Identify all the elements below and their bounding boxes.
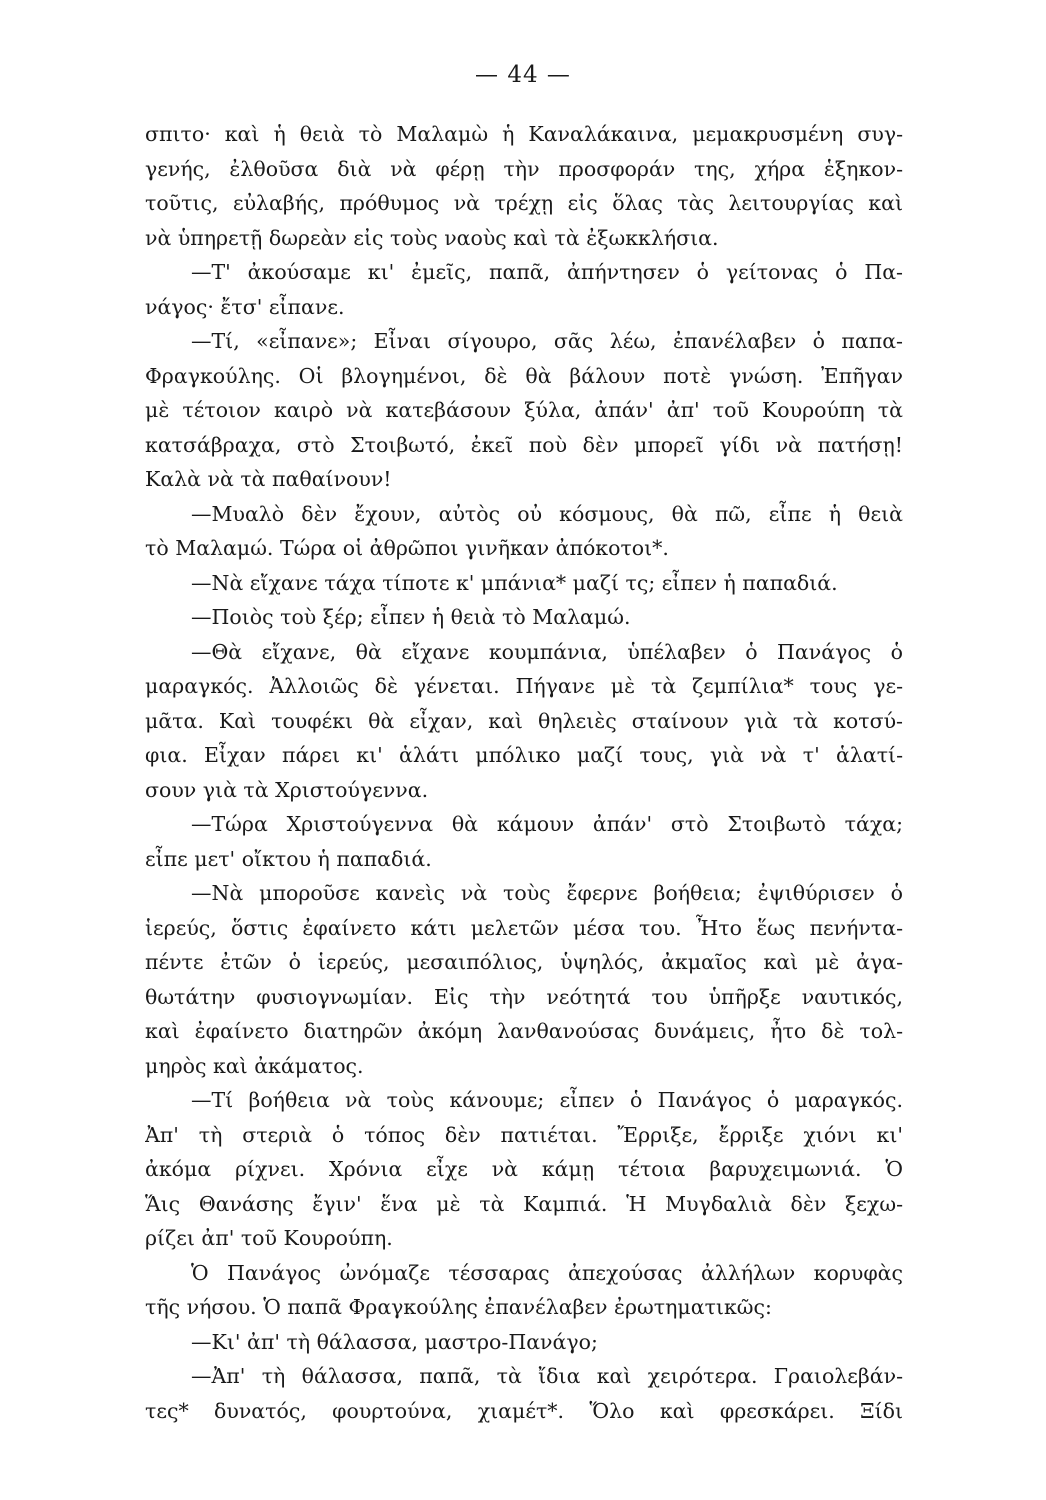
text-line: σουν γιὰ τὰ Χριστούγεννα. bbox=[145, 777, 429, 802]
text-line: —Θὰ εἴχανε, θὰ εἴχανε κουμπάνια, ὑπέλαβεν ὁ Πανάγος ὁ bbox=[191, 639, 903, 664]
text-line: Ἅις Θανάσης ἔγιν' ἕνα μὲ τὰ Καμπιά. Ἡ Μυγδαλιὰ δὲν ξεχω- bbox=[145, 1191, 903, 1216]
text-line: Ὁ Πανάγος ὠνόμαζε τέσσαρας ἀπεχούσας ἀλλήλων κορυφὰς bbox=[191, 1260, 903, 1285]
text-line: τὸ Μαλαμώ. Τώρα οἱ ἀθρῶποι γινῆκαν ἀπόκοτοι*. bbox=[145, 536, 669, 560]
text-line: φια. Εἶχαν πάρει κι' ἁλάτι μπόλικο μαζί τους, γιὰ νὰ τ' ἁλατί- bbox=[145, 743, 903, 767]
text-line: κατσάβραχα, στὸ Στοιβωτό, ἐκεῖ ποὺ δὲν μπορεῖ γίδι νὰ πατήσῃ! bbox=[145, 432, 903, 457]
text-line: πέντε ἐτῶν ὁ ἱερεύς, μεσαιπόλιος, ὑψηλός, ἀκμαῖος καὶ μὲ ἀγα- bbox=[145, 950, 903, 974]
page-number: — 44 — bbox=[475, 62, 571, 88]
text-line: τες* δυνατός, φουρτούνα, χιαμέτ*. Ὅλο καὶ φρεσκάρει. Ξίδι bbox=[145, 1398, 903, 1423]
text-line: καὶ ἐφαίνετο διατηρῶν ἀκόμη λανθανούσας δυνάμεις, ἦτο δὲ τολ- bbox=[145, 1019, 903, 1043]
text-line: Ἀπ' τὴ στεριὰ ὁ τόπος δὲν πατιέται. Ἔρριξε, ἔρριξε χιόνι κι' bbox=[145, 1122, 903, 1147]
text-line: ἀκόμα ρίχνει. Χρόνια εἶχε νὰ κάμῃ τέτοια βαρυχειμωνιά. Ὁ bbox=[145, 1157, 903, 1181]
text-line: σπιτο· καὶ ἡ θειὰ τὸ Μαλαμὼ ἡ Καναλάκαινα, μεμακρυσμένη συγ- bbox=[145, 122, 903, 146]
text-line: —Νὰ εἴχανε τάχα τίποτε κ' μπάνια* μαζί τς; εἶπεν ἡ παπαδιά. bbox=[191, 570, 838, 595]
text-line: —Μυαλὸ δὲν ἔχουν, αὐτὸς οὐ κόσμους, θὰ πῶ, εἶπε ἡ θειὰ bbox=[191, 501, 903, 526]
text-line: —Κι' ἀπ' τὴ θάλασσα, μαστρο-Πανάγο; bbox=[191, 1329, 598, 1354]
text-line: μηρὸς καὶ ἀκάματος. bbox=[145, 1053, 364, 1078]
text-line: Φραγκούλης. Οἱ βλογημένοι, δὲ θὰ βάλουν ποτὲ γνώση. Ἐπῆγαν bbox=[145, 363, 903, 388]
text-line: —Νὰ μποροῦσε κανεὶς νὰ τοὺς ἔφερνε βοήθεια; ἐψιθύρισεν ὁ bbox=[191, 881, 903, 905]
text-line: ρίζει ἀπ' τοῦ Κουρούπη. bbox=[145, 1226, 393, 1250]
text-line: ἱερεύς, ὅστις ἐφαίνετο κάτι μελετῶν μέσα του. Ἦτο ἕως πενήντα- bbox=[145, 915, 903, 940]
text-line: νάγος· ἔτσ' εἶπανε. bbox=[145, 294, 345, 319]
text-line: μᾶτα. Καὶ τουφέκι θὰ εἶχαν, καὶ θηλειὲς σταίνουν γιὰ τὰ κοτσύ- bbox=[145, 708, 903, 733]
text-line: —Τί, «εἶπανε»; Εἶναι σίγουρο, σᾶς λέω, ἐπανέλαβεν ὁ παπα- bbox=[191, 329, 903, 353]
text-line: γενής, ἐλθοῦσα διὰ νὰ φέρῃ τὴν προσφοράν της, χήρα ἑξηκον- bbox=[145, 156, 903, 181]
text-line: —Τ' ἀκούσαμε κι' ἐμεῖς, παπᾶ, ἀπήντησεν ὁ γείτονας ὁ Πα- bbox=[191, 260, 903, 284]
text-line: μὲ τέτοιον καιρὸ νὰ κατεβάσουν ξύλα, ἀπάν' ἀπ' τοῦ Κουρούπη τὰ bbox=[145, 398, 903, 422]
text-line: νὰ ὑπηρετῇ δωρεὰν εἰς τοὺς ναοὺς καὶ τὰ ἐξωκκλήσια. bbox=[145, 225, 719, 250]
text-line: Καλὰ νὰ τὰ παθαίνουν! bbox=[145, 467, 392, 491]
text-line: τῆς νήσου. Ὁ παπᾶ Φραγκούλης ἐπανέλαβεν ἐρωτηματικῶς: bbox=[145, 1295, 772, 1319]
text-line: —Ἀπ' τὴ θάλασσα, παπᾶ, τὰ ἴδια καὶ χειρότερα. Γραιολεβάν- bbox=[191, 1364, 903, 1388]
text-line: —Τί βοήθεια νὰ τοὺς κάνουμε; εἶπεν ὁ Πανάγος ὁ μαραγκός. bbox=[191, 1088, 903, 1112]
body-text bbox=[145, 117, 903, 1428]
text-line: εἶπε μετ' οἴκτου ἡ παπαδιά. bbox=[145, 846, 432, 871]
text-line: μαραγκός. Ἀλλοιῶς δὲ γένεται. Πήγανε μὲ τὰ ζεμπίλια* τους γε- bbox=[145, 674, 903, 698]
text-line: θωτάτην φυσιογνωμίαν. Εἰς τὴν νεότητά του ὑπῆρξε ναυτικός, bbox=[145, 984, 903, 1009]
text-line: —Ποιὸς τοὺ ξέρ; εἶπεν ἡ θειὰ τὸ Μαλαμώ. bbox=[191, 605, 631, 629]
text-line: —Τώρα Χριστούγεννα θὰ κάμουν ἀπάν' στὸ Στοιβωτὸ τάχα; bbox=[191, 812, 903, 836]
text-line: τοῦτις, εὐλαβής, πρόθυμος νὰ τρέχῃ εἰς ὅλας τὰς λειτουργίας καὶ bbox=[145, 191, 903, 215]
